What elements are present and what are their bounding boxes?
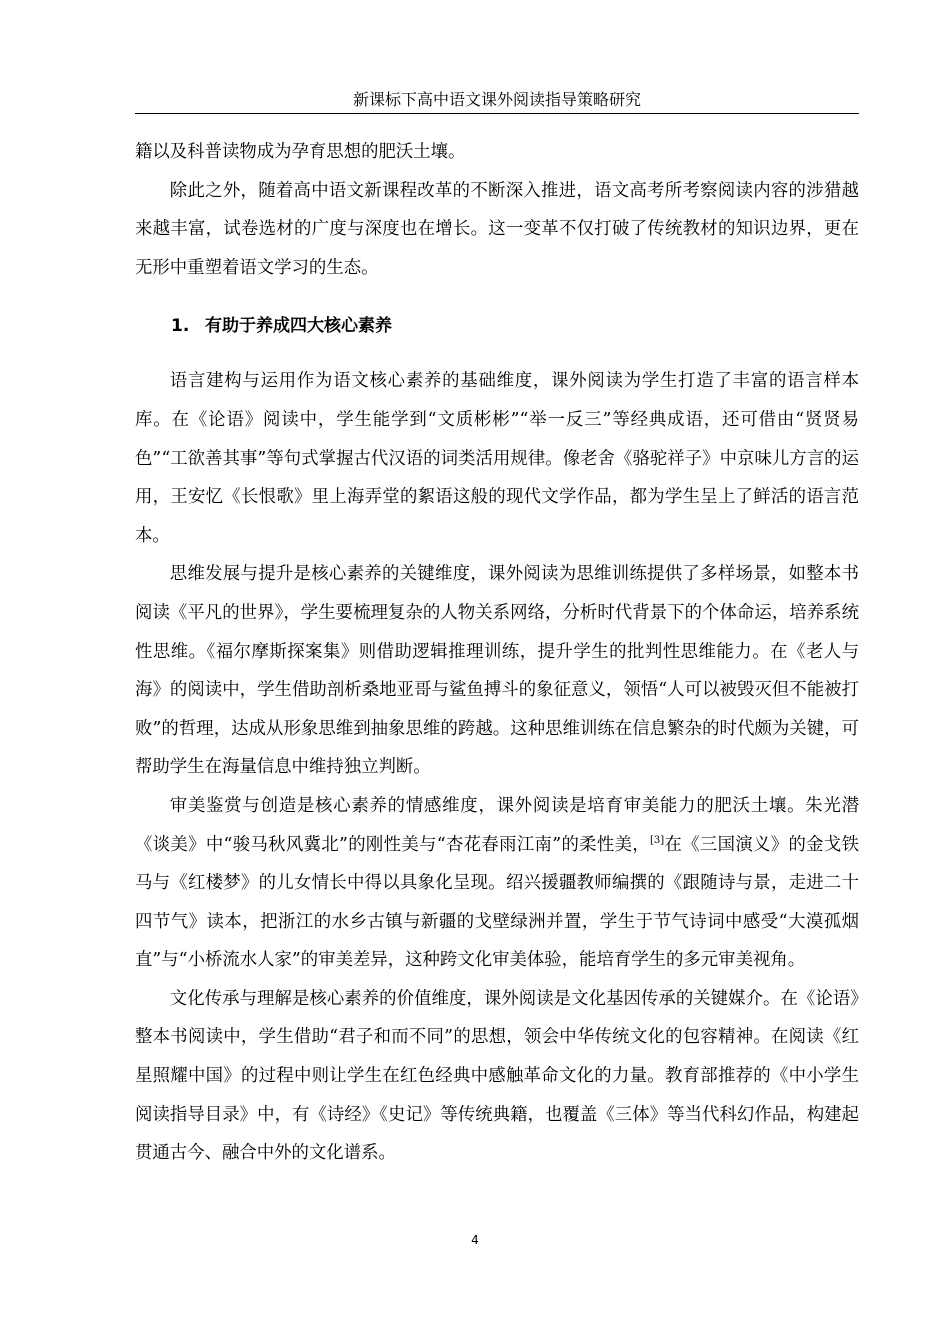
- paragraph-language: 语言建构与运用作为语文核心素养的基础维度，课外阅读为学生打造了丰富的语言样本库。在《论语》阅读中，学生能学到“文质彬彬”“举一反三”等经典成语，还可借由“贤贤易色”“工欲善其事”等句式掌握古代汉语的词类活用规律。像老舍《骆驼祥子》中京味儿方言的运用，王安忆《长恨歌》里上海弄堂的絮语这般的现代文学作品，都为学生呈上了鲜活的语言范本。: [135, 371, 859, 546]
- section-heading: [135, 307, 859, 345]
- paragraph-reform: 除此之外，随着高中语文新课程改革的不断深入推进，语文高考所考察阅读内容的涉猎越来越丰富，试卷选材的广度与深度也在增长。这一变革不仅打破了传统教材的知识边界，更在无形中重塑着语文学习的生态。: [135, 180, 859, 278]
- running-header: 新课标下高中语文课外阅读指导策略研究: [135, 88, 859, 114]
- page-number: 4: [471, 1233, 479, 1247]
- paragraph-culture: 文化传承与理解是核心素养的价值维度，课外阅读是文化基因传承的关键媒介。在《论语》整本书阅读中，学生借助“君子和而不同”的思想，领会中华传统文化的包容精神。在阅读《红星照耀中国》的过程中则让学生在红色经典中感触革命文化的力量。教育部推荐的《中小学生阅读指导目录》中，有《诗经》《史记》等传统典籍，也覆盖《三体》等当代科幻作品，构建起贯通古今、融合中外的文化谱系。: [135, 988, 859, 1164]
- body-text: [135, 133, 859, 1173]
- citation-reference: [3]: [650, 834, 665, 846]
- paragraph-aesthetics-part1: 审美鉴赏与创造是核心素养的情感维度，课外阅读是培育审美能力的肥沃土壤。朱光潜《谈美》中“骏马秋风冀北”的刚性美与“杏花春雨江南”的柔性美，: [135, 795, 859, 855]
- paragraph-aesthetics: [135, 787, 859, 980]
- section-number: 1.: [171, 316, 190, 337]
- paragraph-continuation: 籍以及科普读物成为孕育思想的肥沃土壤。: [135, 142, 466, 162]
- section-title: 有助于养成四大核心素养: [205, 316, 392, 337]
- paragraph-aesthetics-part2: 在《三国演义》的金戈铁马与《红楼梦》的儿女情长中得以具象化呈现。绍兴援疆教师编撰的《跟随诗与景，走进二十四节气》读本，把浙江的水乡古镇与新疆的戈壁绿洲并置，学生于节气诗词中感受“大漠孤烟直”与“小桥流水人家”的审美差异，这种跨文化审美体验，能培育学生的多元审美视角。: [135, 834, 859, 971]
- paragraph-thinking: 思维发展与提升是核心素养的关键维度，课外阅读为思维训练提供了多样场景，如整本书阅读《平凡的世界》，学生要梳理复杂的人物关系网络，分析时代背景下的个体命运，培养系统性思维。《福尔摩斯探案集》则借助逻辑推理训练，提升学生的批判性思维能力。在《老人与海》的阅读中，学生借助剖析桑地亚哥与鲨鱼搏斗的象征意义，领悟“人可以被毁灭但不能被打败”的哲理，达成从形象思维到抽象思维的跨越。这种思维训练在信息繁杂的时代颇为关键，可帮助学生在海量信息中维持独立判断。: [135, 564, 859, 778]
